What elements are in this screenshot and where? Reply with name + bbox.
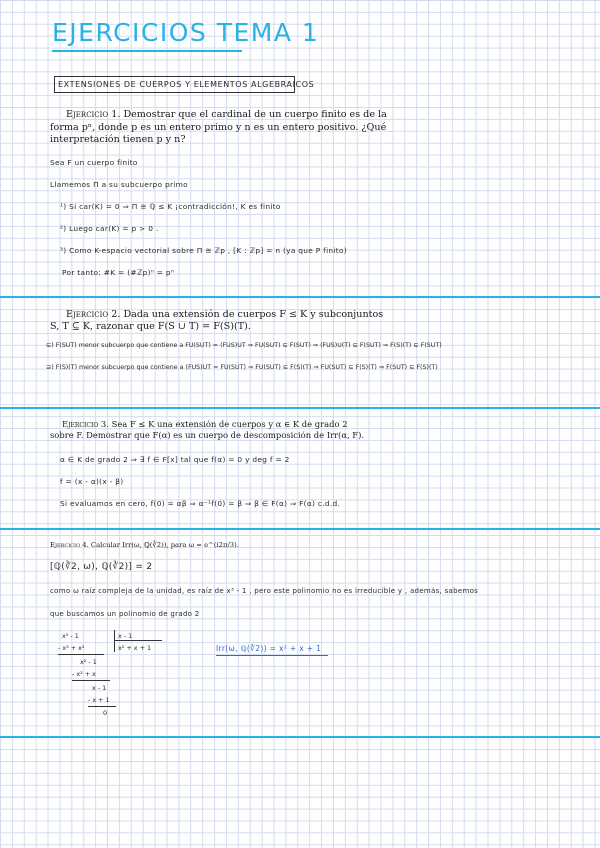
- exercise-1-statement-2: forma pⁿ, donde p es un entero primo y n es un entero positivo. ¿Qué: [50, 122, 387, 133]
- separator-3: [0, 528, 600, 530]
- exercise-4-statement: [50, 541, 239, 550]
- division-dividend: x³ - 1: [62, 632, 79, 640]
- ex3-answer-line-3: Si evaluamos en cero, f(0) = αβ ⇒ α⁻¹f(0) = β ⇒ β ∈ F(α) ⇒ F(α) c.d.d.: [60, 499, 341, 508]
- title-underline: [52, 50, 242, 52]
- exercise-3-prefix: Ejercicio 3.: [62, 419, 109, 429]
- exercise-1-statement: [66, 109, 546, 121]
- exercise-1-statement-3: interpretación tienen p y n?: [50, 134, 186, 145]
- exercise-2-statement: [66, 309, 546, 321]
- ex1-answer-line-2: Llamemos Π a su subcuerpo primo: [50, 180, 188, 189]
- separator-2: [0, 407, 600, 409]
- exercise-2-prefix: Ejercicio 2.: [66, 309, 121, 320]
- division-row-5: - x + 1: [88, 696, 110, 704]
- division-line-2: [72, 680, 110, 681]
- exercise-3-statement: [62, 419, 348, 430]
- ex4-degree-line: [ℚ(∛2, ω), ℚ(∛2)] = 2: [50, 562, 153, 572]
- division-row-4: x - 1: [92, 684, 107, 692]
- division-row-1: - x³ + x²: [58, 644, 85, 652]
- ex1-answer-line-3: ¹) Si car(K) = 0 ⇒ Π ≅ ℚ ≤ K ¡contradicción!, K es finito: [60, 202, 281, 211]
- ex3-answer-line-2: f = (x - α)(x - β): [60, 477, 124, 486]
- division-divisor: x - 1: [118, 632, 133, 640]
- ex2-answer-line-2: ⊇) F(S)(T) menor subcuerpo que contiene a (FUS)UT = FU(SUT) ⇒ FU(SUT) ⊆ F(S)(T) ⇒ FU(SUT) ⊆ F(S)(T) ⇒ F(SUT) ⊆ F(S)(T): [46, 364, 438, 371]
- exercise-2-line-1: Dada una extensión de cuerpos F ≤ K y subconjuntos: [123, 309, 384, 320]
- exercise-4-prefix: Ejercicio 4.: [50, 541, 89, 549]
- ex2-answer-line-1: ⊆) F(SUT) menor subcuerpo que contiene a FU(SUT) = (FUS)UT ⇒ FU(SUT) ⊆ F(SUT) ⇒ (FUS)U(T) ⊆ F(SUT) ⇒ F(S)(T) ⊆ F(SUT): [46, 342, 442, 349]
- division-quotient: x² + x + 1: [118, 644, 152, 652]
- ex4-answer-line-2: que buscamos un polinomio de grado 2: [50, 610, 200, 618]
- ex4-answer-line-1: como ω raíz compleja de la unidad, es raíz de x³ - 1 , pero este polinomio no es irreducible y , además, sabemos: [50, 587, 479, 595]
- ex1-answer-line-6: Por tanto: #K = (#ℤp)ⁿ = pⁿ: [62, 268, 175, 277]
- division-remainder: 0: [103, 709, 108, 717]
- division-row-3: - x² + x: [72, 670, 96, 678]
- ex3-answer-line-1: α ∈ K de grado 2 ⇒ ∃ f ∈ F[x] tal que f(α) = 0 y deg f = 2: [60, 455, 290, 464]
- ex1-answer-line-5: ³) Como K-espacio vectorial sobre Π ≅ ℤp , [K : ℤp] = n (ya que P finito): [60, 246, 347, 255]
- exercise-2-statement-2: S, T ⊆ K, razonar que F(S ∪ T) = F(S)(T).: [50, 321, 251, 332]
- exercise-4-line-1: Calcular Irr(ω, ℚ(∛2)), para ω = e^(i2π/3).: [90, 541, 239, 549]
- exercise-1-line-1: Demostrar que el cardinal de un cuerpo finito es de la: [123, 109, 387, 120]
- division-row-2: x² - 1: [80, 658, 97, 666]
- separator-4: [0, 736, 600, 738]
- division-bracket-vertical: [114, 630, 115, 652]
- ex4-final-answer: Irr(ω, ℚ(∛2)) = x² + x + 1: [216, 644, 322, 653]
- ex1-answer-line-1: Sea F un cuerpo finito: [50, 158, 138, 167]
- division-line-1: [58, 654, 104, 655]
- exercise-3-statement-2: sobre F. Demostrar que F(α) es un cuerpo de descomposición de Irr(α, F).: [50, 430, 365, 440]
- page-title: EJERCICIOS TEMA 1: [52, 18, 320, 47]
- separator-1: [0, 296, 600, 298]
- ex4-final-answer-underline: [216, 655, 328, 656]
- exercise-3-line-1: Sea F ≤ K una extensión de cuerpos y α ∈ K de grado 2: [111, 419, 348, 429]
- section-label: EXTENSIONES DE CUERPOS Y ELEMENTOS ALGEBRAICOS: [54, 76, 295, 93]
- ex1-answer-line-4: ²) Luego car(K) = p > 0 .: [60, 224, 159, 233]
- division-bracket-horizontal: [114, 640, 162, 641]
- division-line-3: [88, 706, 116, 707]
- exercise-1-prefix: Ejercicio 1.: [66, 109, 121, 120]
